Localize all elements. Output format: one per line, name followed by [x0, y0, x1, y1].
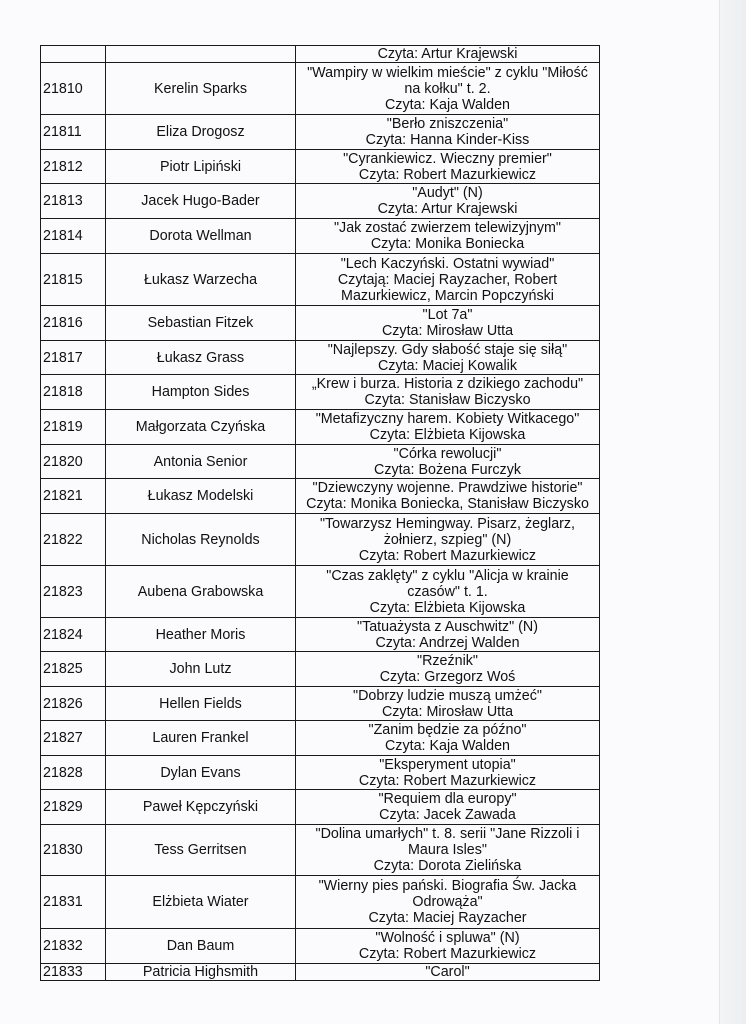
table-row [41, 618, 600, 652]
title-line: "Zanim będzie za późno" [368, 722, 527, 738]
title-line: Maura Isles" [408, 842, 487, 858]
table-row [41, 566, 600, 618]
title-line: "Dziewczyny wojenne. Prawdziwe historie" [312, 480, 583, 496]
author-name: Dylan Evans [106, 756, 296, 790]
author-name: Nicholas Reynolds [106, 514, 296, 566]
title-and-narrator [296, 514, 600, 566]
title-line: "Tatuażysta z Auschwitz" (N) [357, 618, 538, 635]
audiobook-catalog-table [40, 45, 600, 981]
catalog-number: 21813 [41, 184, 106, 219]
table-row [41, 46, 600, 63]
title-line: Czyta: Hanna Kinder-Kiss [365, 132, 530, 148]
title-line: Czyta: Robert Mazurkiewicz [358, 772, 537, 789]
catalog-number: 21819 [41, 410, 106, 445]
author-name: Patricia Highsmith [106, 964, 296, 981]
table-row [41, 721, 600, 756]
author-name: Lauren Frankel [106, 721, 296, 756]
catalog-number: 21823 [41, 566, 106, 618]
author-name: Antonia Senior [106, 445, 296, 479]
title-line: „Krew i burza. Historia z dzikiego zachodu" [311, 376, 584, 392]
table-row [41, 876, 600, 929]
title-line: "Requiem dla europy" [378, 791, 517, 807]
catalog-number: 21821 [41, 479, 106, 514]
author-name: Piotr Lipiński [106, 150, 296, 184]
title-line: "Dolina umarłych" t. 8. serii "Jane Rizzoli i [315, 826, 580, 842]
title-line: Czyta: Maciej Rayzacher [368, 910, 527, 926]
table-row [41, 756, 600, 790]
title-and-narrator [296, 479, 600, 514]
title-line: żołnierz, szpieg" (N) [383, 531, 512, 548]
title-line: Czyta: Dorota Zielińska [373, 858, 522, 874]
catalog-number: 21810 [41, 63, 106, 115]
author-name: Elżbieta Wiater [106, 876, 296, 929]
title-line: Czyta: Mirosław Utta [381, 323, 514, 339]
catalog-number: 21825 [41, 652, 106, 687]
title-and-narrator [296, 219, 600, 254]
catalog-number: 21811 [41, 115, 106, 150]
catalog-number: 21831 [41, 876, 106, 929]
title-line: "Czas zaklęty" z cyklu "Alicja w krainie [326, 567, 569, 584]
title-line: czasów" t. 1. [407, 583, 488, 600]
catalog-number: 21830 [41, 825, 106, 876]
title-and-narrator [296, 184, 600, 219]
title-line: Czyta: Stanisław Biczysko [364, 392, 531, 408]
author-name: Łukasz Warzecha [106, 254, 296, 306]
title-line: "Lot 7a" [422, 307, 473, 323]
table-row [41, 254, 600, 306]
author-name: Paweł Kępczyński [106, 790, 296, 825]
author-name: Małgorzata Czyńska [106, 410, 296, 445]
author-name: John Lutz [106, 652, 296, 687]
table-row [41, 306, 600, 341]
table-row [41, 514, 600, 566]
title-and-narrator [296, 150, 600, 184]
author-name: Sebastian Fitzek [106, 306, 296, 341]
catalog-number: 21812 [41, 150, 106, 184]
title-line: Czyta: Artur Krajewski [377, 201, 518, 217]
title-line: Czytają: Maciej Rayzacher, Robert [337, 271, 558, 288]
catalog-number: 21832 [41, 929, 106, 964]
catalog-number: 21814 [41, 219, 106, 254]
title-line: Czyta: Kaja Walden [384, 96, 511, 113]
title-and-narrator [296, 721, 600, 756]
title-line: Czyta: Artur Krajewski [377, 46, 518, 62]
author-name: Dorota Wellman [106, 219, 296, 254]
title-and-narrator [296, 341, 600, 375]
author-name: Aubena Grabowska [106, 566, 296, 618]
title-and-narrator [296, 46, 600, 63]
catalog-number: 21818 [41, 375, 106, 410]
title-line: "Eksperyment utopia" [379, 756, 516, 773]
author-name: Eliza Drogosz [106, 115, 296, 150]
title-line: Czyta: Andrzej Walden [375, 634, 520, 651]
table-row [41, 479, 600, 514]
author-name: Łukasz Modelski [106, 479, 296, 514]
author-name [106, 46, 296, 63]
catalog-number: 21829 [41, 790, 106, 825]
title-line: "Metafizyczny harem. Kobiety Witkacego" [315, 411, 580, 427]
catalog-number: 21828 [41, 756, 106, 790]
title-line: "Wierny pies pański. Biografia Św. Jacka [318, 878, 577, 894]
table-row [41, 341, 600, 375]
title-line: Czyta: Robert Mazurkiewicz [358, 547, 537, 564]
title-line: "Najlepszy. Gdy słabość staje się siłą" [327, 341, 568, 358]
title-and-narrator [296, 790, 600, 825]
catalog-number [41, 46, 106, 63]
title-and-narrator [296, 63, 600, 115]
table-row [41, 445, 600, 479]
table-row [41, 964, 600, 981]
author-name: Kerelin Sparks [106, 63, 296, 115]
title-line: Czyta: Elżbieta Kijowska [369, 599, 526, 616]
author-name: Jacek Hugo-Bader [106, 184, 296, 219]
title-line: Czyta: Kaja Walden [384, 738, 511, 754]
table-row [41, 184, 600, 219]
title-line: "Carol" [425, 964, 470, 980]
table-row [41, 825, 600, 876]
table-row [41, 115, 600, 150]
title-and-narrator [296, 410, 600, 445]
author-name: Hampton Sides [106, 375, 296, 410]
title-line: "Cyrankiewicz. Wieczny premier" [343, 150, 552, 167]
title-line: "Audyt" (N) [412, 185, 483, 201]
catalog-number: 21827 [41, 721, 106, 756]
title-line: "Berło zniszczenia" [386, 116, 509, 132]
title-and-narrator [296, 375, 600, 410]
title-line: "Jak zostać zwierzem telewizyjnym" [333, 220, 562, 236]
title-line: "Wolność i spluwa" (N) [375, 930, 520, 946]
title-line: Czyta: Elżbieta Kijowska [369, 427, 526, 443]
title-line: "Córka rewolucji" [393, 445, 502, 462]
title-line: Czyta: Maciej Kowalik [377, 357, 518, 374]
title-line: "Wampiry w wielkim mieście" z cyklu "Miłość [307, 64, 588, 81]
page-edge [719, 0, 746, 1024]
title-line: Odrowąża" [412, 894, 483, 910]
table-row [41, 929, 600, 964]
table-row [41, 219, 600, 254]
title-line: Czyta: Robert Mazurkiewicz [358, 946, 537, 962]
catalog-number: 21833 [41, 964, 106, 981]
title-and-narrator [296, 687, 600, 721]
author-name: Hellen Fields [106, 687, 296, 721]
title-line: na kołku" t. 2. [404, 80, 491, 97]
title-line: Czyta: Grzegorz Woś [379, 669, 516, 685]
title-and-narrator [296, 306, 600, 341]
author-name: Łukasz Grass [106, 341, 296, 375]
title-line: Czyta: Monika Boniecka, Stanisław Biczysko [306, 496, 589, 512]
title-and-narrator [296, 652, 600, 687]
author-name: Dan Baum [106, 929, 296, 964]
title-line: Mazurkiewicz, Marcin Popczyński [341, 287, 554, 304]
title-and-narrator [296, 756, 600, 790]
title-and-narrator [296, 964, 600, 981]
title-line: Czyta: Jacek Zawada [379, 807, 516, 823]
table-row [41, 150, 600, 184]
title-line: Czyta: Monika Boniecka [370, 236, 525, 252]
table-row [41, 410, 600, 445]
title-line: Czyta: Mirosław Utta [381, 703, 514, 720]
catalog-number: 21820 [41, 445, 106, 479]
table-row [41, 63, 600, 115]
author-name: Heather Moris [106, 618, 296, 652]
table-row [41, 375, 600, 410]
title-and-narrator [296, 254, 600, 306]
catalog-number: 21815 [41, 254, 106, 306]
title-line: "Rzeźnik" [417, 653, 478, 669]
catalog-number: 21824 [41, 618, 106, 652]
title-and-narrator [296, 115, 600, 150]
title-line: "Towarzysz Hemingway. Pisarz, żeglarz, [319, 515, 576, 532]
catalog-number: 21822 [41, 514, 106, 566]
title-and-narrator [296, 876, 600, 929]
catalog-number: 21816 [41, 306, 106, 341]
table-row [41, 652, 600, 687]
title-line: "Lech Kaczyński. Ostatni wywiad" [340, 255, 555, 272]
title-and-narrator [296, 445, 600, 479]
title-and-narrator [296, 929, 600, 964]
table-row [41, 790, 600, 825]
catalog-number: 21817 [41, 341, 106, 375]
title-line: "Dobrzy ludzie muszą umżeć" [353, 687, 542, 704]
title-and-narrator [296, 566, 600, 618]
author-name: Tess Gerritsen [106, 825, 296, 876]
table-body [41, 46, 600, 981]
title-and-narrator [296, 618, 600, 652]
table-row [41, 687, 600, 721]
title-line: Czyta: Robert Mazurkiewicz [358, 166, 537, 183]
title-and-narrator [296, 825, 600, 876]
title-line: Czyta: Bożena Furczyk [374, 461, 521, 478]
catalog-number: 21826 [41, 687, 106, 721]
